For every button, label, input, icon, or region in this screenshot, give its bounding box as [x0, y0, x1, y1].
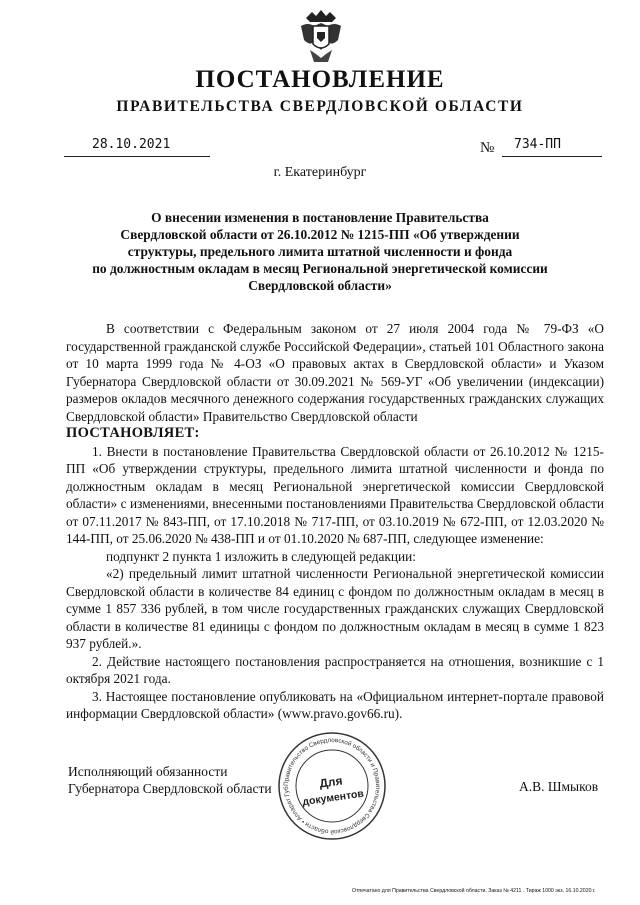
preamble-paragraph: В соответствии с Федеральным законом от 27 июля 2004 года № 79-ФЗ «О государственной гражданской службе Российской Федерации», статьей 101 Областного закона от 10 марта 1999 года № 4-ОЗ «О правовых актах в Свердловской области» и Указом Губернатора Свердловской области от 30.09.2021 № 569-УГ «Об увеличении (индексации) размеров окладов месячного денежного содержания государственных гражданских служащих Свердловской области» Правительство Свердловской области	[66, 321, 604, 424]
document-title: ПОСТАНОВЛЕНИЕ	[195, 66, 445, 93]
number-sign: №	[480, 140, 495, 156]
signatory-title	[68, 763, 272, 797]
stamp-text-1: Для	[318, 773, 344, 791]
signatory-name: А.В. Шмыков	[519, 779, 599, 794]
document-subtitle: ПРАВИТЕЛЬСТВА СВЕРДЛОВСКОЙ ОБЛАСТИ	[116, 98, 524, 115]
city: г. Екатеринбург	[273, 165, 367, 180]
print-footer: Отпечатано для Правительства Свердловской области. Заказ № 4211 . Тираж 1000 экз. 16.10.2020 г.	[352, 888, 596, 894]
signatory-line: Исполняющий обязанности	[68, 764, 228, 779]
heading-line: по должностным окладам в месяц Региональной энергетической комиссии	[92, 261, 548, 276]
paragraph-1a: подпункт 2 пункта 1 изложить в следующей редакции:	[106, 548, 416, 564]
coat-of-arms-icon	[298, 10, 344, 66]
document-number: 734-ПП	[502, 137, 602, 157]
document-heading	[60, 209, 580, 294]
document-date: 28.10.2021	[64, 137, 210, 157]
heading-line: структуры, предельного лимита штатной численности и фонда	[127, 244, 513, 259]
heading-line: Свердловской области от 26.10.2012 № 1215-ПП «Об утверждении	[120, 227, 520, 242]
paragraph-1b: «2) предельный лимит штатной численности Региональной энергетической комиссии Свердловской области в количестве 84 единиц с фондом по должностным окладам в месяц в сумме 1 857 336 рублей, в том числе государственных гражданских служащих Свердловской области в количестве 81 единицы с фондом по должностным окладам в месяц в сумме 1 823 937 рублей.».	[66, 566, 604, 651]
paragraph-2: 2. Действие настоящего постановления распространяется на отношения, возникшие с 1 октября 2021 года.	[66, 653, 604, 686]
decree-word: ПОСТАНОВЛЯЕТ:	[66, 425, 200, 441]
stamp-text-2: документов	[301, 787, 365, 809]
stamp-ring-text: Правительство Свердловской области и Правительства Свердловской области • Аппарат Губ	[282, 736, 382, 836]
signatory-line: Губернатора Свердловской области	[68, 781, 272, 796]
document-body	[66, 320, 604, 723]
heading-line: О внесении изменения в постановление Правительства	[151, 210, 489, 225]
official-stamp	[276, 730, 388, 842]
heading-line: Свердловской области»	[248, 278, 392, 293]
paragraph-1: 1. Внести в постановление Правительства Свердловской области от 26.10.2012 № 1215-ПП «Об утверждении структуры, предельного лимита штатной численности и фонда по должностным окладам в месяц Региональной энергетической комиссии Свердловской области» с изменениями, внесенными постановлениями Правительства Свердловской области от 07.11.2017 № 843-ПП, от 17.10.2018 № 717-ПП, от 03.10.2019 № 672-ПП, от 12.03.2020 № 144-ПП, от 25.06.2020 № 438-ПП и от 01.10.2020 № 687-ПП, следующее изменение:	[66, 443, 604, 546]
paragraph-3: 3. Настоящее постановление опубликовать на «Официальном интернет-портале правовой информации Свердловской области» (www.pravo.gov66.ru).	[66, 688, 604, 721]
